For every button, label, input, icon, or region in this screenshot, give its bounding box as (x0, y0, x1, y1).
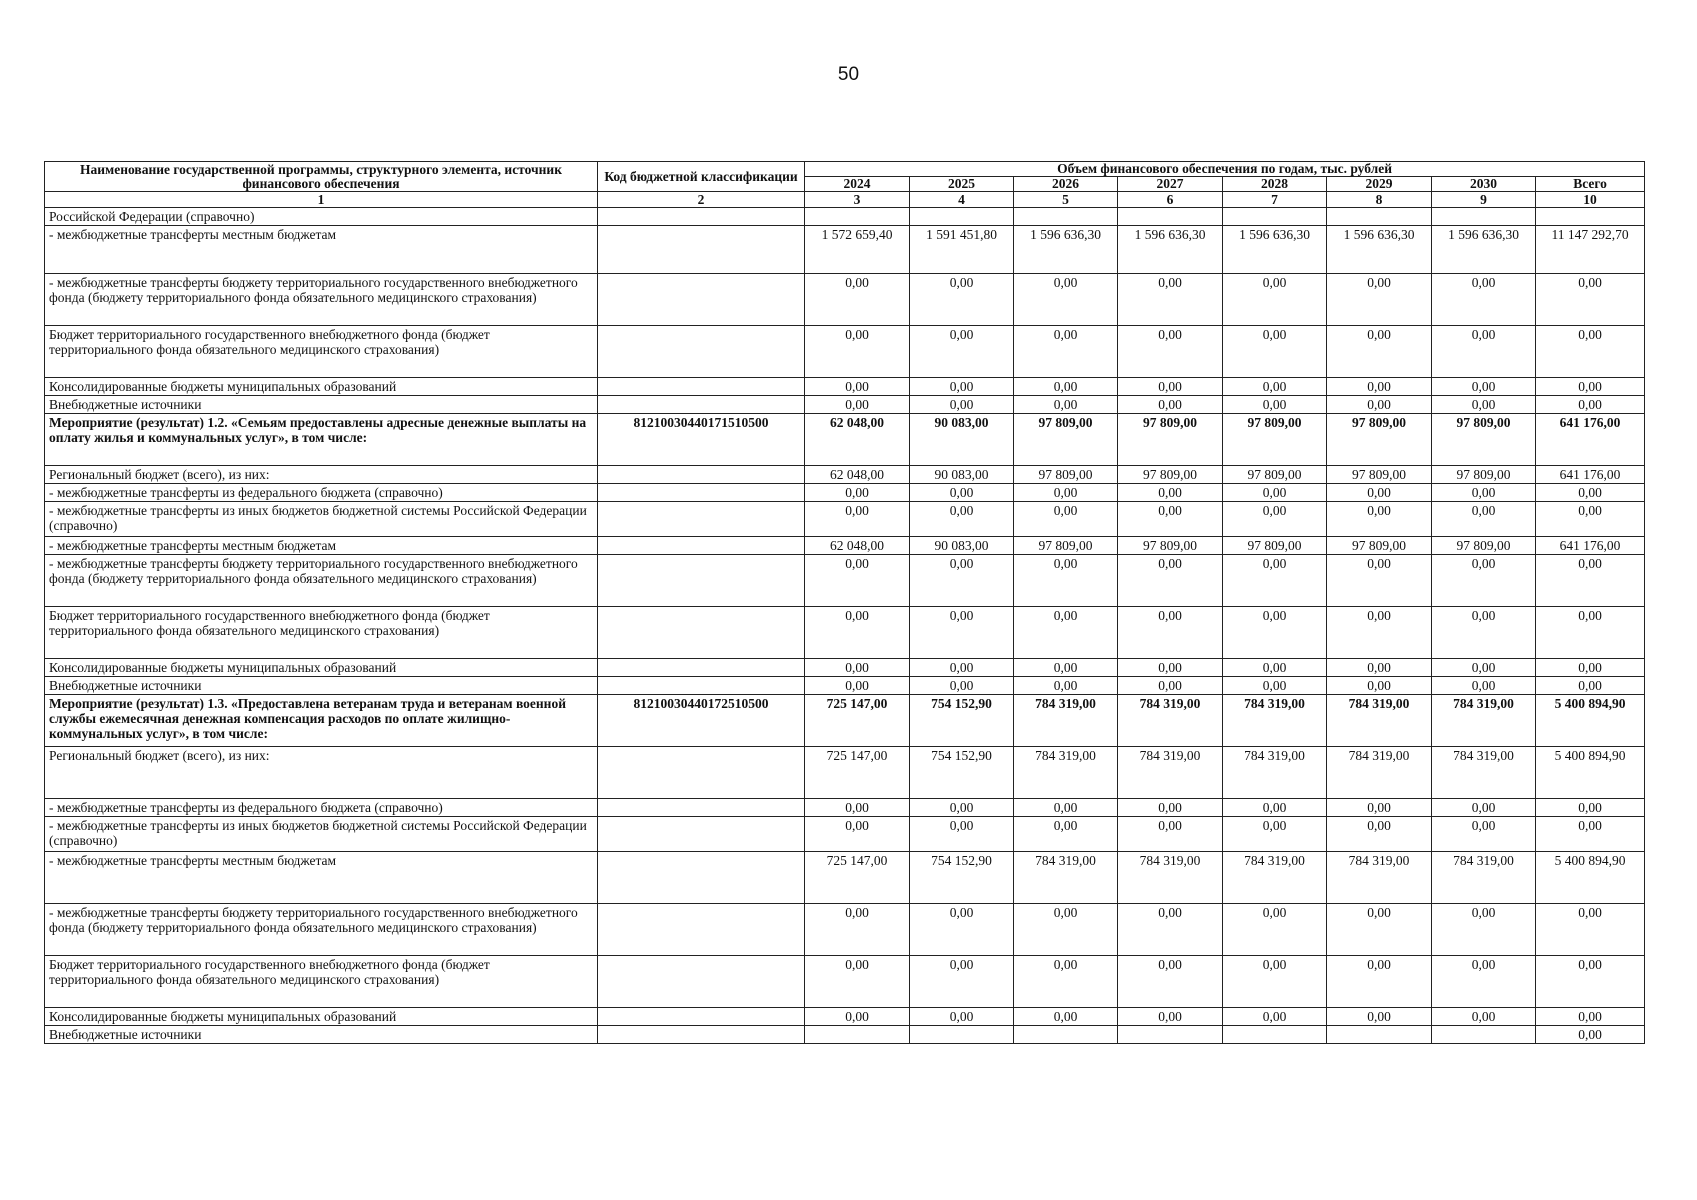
row-year-value: 0,00 (1432, 396, 1536, 414)
row-year-value: 0,00 (1118, 799, 1223, 817)
table-row (45, 326, 1645, 378)
row-year-value: 97 809,00 (1432, 537, 1536, 555)
row-year-value: 784 319,00 (1223, 695, 1327, 747)
row-total-value: 641 176,00 (1536, 466, 1645, 484)
row-name: Бюджет территориального государственного внебюджетного фонда (бюджет территориального фонда обязательного медицинского страхования) (45, 607, 598, 659)
row-year-value: 0,00 (1223, 274, 1327, 326)
row-year-value: 97 809,00 (1118, 537, 1223, 555)
row-year-value: 97 809,00 (1223, 466, 1327, 484)
row-year-value: 0,00 (1432, 326, 1536, 378)
row-year-value: 0,00 (1014, 1008, 1118, 1026)
row-budget-code (598, 466, 805, 484)
row-year-value: 0,00 (1432, 484, 1536, 502)
row-year-value: 0,00 (1223, 378, 1327, 396)
row-year-value: 0,00 (1327, 502, 1432, 537)
row-year-value: 0,00 (1223, 555, 1327, 607)
row-total-value: 0,00 (1536, 484, 1645, 502)
row-year-value: 0,00 (1118, 378, 1223, 396)
row-name: - межбюджетные трансферты бюджету территориального государственного внебюджетного фонда (бюджету территориального фонда обязательного медицинского страхования) (45, 555, 598, 607)
row-year-value: 0,00 (910, 904, 1014, 956)
row-year-value: 784 319,00 (1432, 747, 1536, 799)
row-budget-code (598, 799, 805, 817)
table-row (45, 956, 1645, 1008)
row-year-value: 0,00 (1118, 396, 1223, 414)
row-total-value: 641 176,00 (1536, 537, 1645, 555)
row-year-value: 0,00 (1327, 555, 1432, 607)
row-year-value: 0,00 (1014, 396, 1118, 414)
row-total-value: 0,00 (1536, 555, 1645, 607)
table-row (45, 226, 1645, 274)
row-year-value: 0,00 (1223, 677, 1327, 695)
row-total-value: 0,00 (1536, 956, 1645, 1008)
row-total-value: 0,00 (1536, 904, 1645, 956)
row-budget-code (598, 747, 805, 799)
column-number: 5 (1014, 192, 1118, 208)
row-year-value: 0,00 (1223, 396, 1327, 414)
column-number: 4 (910, 192, 1014, 208)
row-budget-code (598, 956, 805, 1008)
row-year-value: 0,00 (1432, 659, 1536, 677)
row-year-value: 0,00 (805, 956, 910, 1008)
row-year-value: 0,00 (1014, 904, 1118, 956)
row-year-value: 90 083,00 (910, 414, 1014, 466)
row-year-value: 0,00 (1223, 817, 1327, 852)
row-year-value: 0,00 (805, 904, 910, 956)
row-year-value: 90 083,00 (910, 466, 1014, 484)
row-year-value: 0,00 (910, 484, 1014, 502)
row-year-value (1432, 208, 1536, 226)
row-year-value: 0,00 (1118, 607, 1223, 659)
row-year-value: 1 596 636,30 (1223, 226, 1327, 274)
column-number: 2 (598, 192, 805, 208)
row-year-value: 0,00 (1327, 799, 1432, 817)
row-year-value: 0,00 (1432, 799, 1536, 817)
row-budget-code (598, 502, 805, 537)
row-year-value: 97 809,00 (1118, 466, 1223, 484)
row-year-value: 0,00 (1223, 502, 1327, 537)
row-budget-code (598, 1026, 805, 1044)
row-year-value (1327, 208, 1432, 226)
table-row (45, 555, 1645, 607)
row-year-value: 0,00 (1327, 396, 1432, 414)
row-year-value: 0,00 (805, 607, 910, 659)
row-year-value: 0,00 (1118, 326, 1223, 378)
row-year-value: 0,00 (1118, 659, 1223, 677)
header-name-col: Наименование государственной программы, структурного элемента, источник финансового обеспечения (45, 162, 598, 192)
row-year-value: 0,00 (1223, 484, 1327, 502)
row-year-value: 0,00 (1118, 956, 1223, 1008)
row-total-value: 0,00 (1536, 677, 1645, 695)
row-year-value: 0,00 (1014, 484, 1118, 502)
row-year-value (910, 1026, 1014, 1044)
row-year-value: 0,00 (1118, 555, 1223, 607)
row-year-value: 0,00 (1223, 799, 1327, 817)
row-name: - межбюджетные трансферты бюджету территориального государственного внебюджетного фонда (бюджету территориального фонда обязательного медицинского страхования) (45, 274, 598, 326)
row-budget-code (598, 1008, 805, 1026)
row-year-value: 784 319,00 (1118, 747, 1223, 799)
row-year-value: 0,00 (805, 677, 910, 695)
row-year-value: 0,00 (1014, 607, 1118, 659)
header-year: 2028 (1223, 177, 1327, 192)
row-year-value: 0,00 (1014, 274, 1118, 326)
row-year-value: 0,00 (1223, 956, 1327, 1008)
row-year-value: 97 809,00 (1432, 466, 1536, 484)
row-total-value: 0,00 (1536, 1008, 1645, 1026)
row-budget-code (598, 396, 805, 414)
row-year-value: 784 319,00 (1327, 695, 1432, 747)
row-year-value: 0,00 (805, 659, 910, 677)
row-year-value: 0,00 (1014, 378, 1118, 396)
row-year-value (1432, 1026, 1536, 1044)
row-year-value (805, 1026, 910, 1044)
row-year-value: 0,00 (1327, 904, 1432, 956)
header-year: 2029 (1327, 177, 1432, 192)
table-row (45, 817, 1645, 852)
row-year-value: 1 591 451,80 (910, 226, 1014, 274)
row-year-value: 784 319,00 (1118, 695, 1223, 747)
row-total-value: 0,00 (1536, 607, 1645, 659)
row-year-value: 0,00 (1118, 484, 1223, 502)
row-year-value: 0,00 (1014, 555, 1118, 607)
row-year-value: 754 152,90 (910, 695, 1014, 747)
row-year-value: 725 147,00 (805, 747, 910, 799)
row-name: - межбюджетные трансферты местным бюджетам (45, 226, 598, 274)
row-name: Бюджет территориального государственного внебюджетного фонда (бюджет территориального фонда обязательного медицинского страхования) (45, 326, 598, 378)
table-row (45, 537, 1645, 555)
row-year-value: 97 809,00 (1327, 466, 1432, 484)
row-total-value: 0,00 (1536, 396, 1645, 414)
row-name: Мероприятие (результат) 1.3. «Предоставлена ветеранам труда и ветеранам военной службы ежемесячная денежная компенсация расходов по оплате жилищно-коммунальных услуг», в том числе: (45, 695, 598, 747)
row-year-value: 0,00 (910, 677, 1014, 695)
row-total-value: 0,00 (1536, 502, 1645, 537)
table-row (45, 607, 1645, 659)
table-row (45, 502, 1645, 537)
row-year-value (1118, 208, 1223, 226)
row-year-value: 0,00 (1118, 817, 1223, 852)
header-row-1 (45, 162, 1645, 177)
row-year-value: 784 319,00 (1223, 852, 1327, 904)
row-name: - межбюджетные трансферты местным бюджетам (45, 537, 598, 555)
row-year-value: 784 319,00 (1432, 695, 1536, 747)
row-year-value: 1 596 636,30 (1327, 226, 1432, 274)
row-year-value: 0,00 (1432, 502, 1536, 537)
row-name: Российской Федерации (справочно) (45, 208, 598, 226)
header-year: 2030 (1432, 177, 1536, 192)
row-budget-code (598, 659, 805, 677)
row-year-value: 97 809,00 (1118, 414, 1223, 466)
row-name: Региональный бюджет (всего), из них: (45, 466, 598, 484)
row-year-value: 0,00 (805, 274, 910, 326)
header-year: 2024 (805, 177, 910, 192)
row-year-value: 0,00 (1014, 659, 1118, 677)
row-year-value: 0,00 (805, 1008, 910, 1026)
row-total-value: 0,00 (1536, 1026, 1645, 1044)
row-year-value: 0,00 (805, 817, 910, 852)
row-budget-code (598, 274, 805, 326)
row-budget-code (598, 852, 805, 904)
row-name: Внебюджетные источники (45, 1026, 598, 1044)
row-year-value: 0,00 (910, 659, 1014, 677)
table-row (45, 904, 1645, 956)
row-year-value: 0,00 (1327, 1008, 1432, 1026)
row-year-value: 0,00 (805, 502, 910, 537)
row-year-value: 0,00 (1014, 817, 1118, 852)
header-year: 2026 (1014, 177, 1118, 192)
row-year-value: 784 319,00 (1327, 852, 1432, 904)
row-budget-code (598, 607, 805, 659)
row-year-value (910, 208, 1014, 226)
row-name: Внебюджетные источники (45, 396, 598, 414)
row-name: Консолидированные бюджеты муниципальных образований (45, 1008, 598, 1026)
row-name: Бюджет территориального государственного внебюджетного фонда (бюджет территориального фонда обязательного медицинского страхования) (45, 956, 598, 1008)
row-year-value (1327, 1026, 1432, 1044)
row-year-value: 97 809,00 (1432, 414, 1536, 466)
table-row (45, 747, 1645, 799)
row-year-value: 725 147,00 (805, 852, 910, 904)
row-year-value: 97 809,00 (1014, 414, 1118, 466)
row-name: Консолидированные бюджеты муниципальных образований (45, 378, 598, 396)
row-year-value: 0,00 (910, 799, 1014, 817)
header-total: Всего (1536, 177, 1645, 192)
row-year-value: 0,00 (1223, 326, 1327, 378)
row-year-value: 0,00 (1118, 904, 1223, 956)
row-year-value: 0,00 (1327, 607, 1432, 659)
table-row (45, 852, 1645, 904)
row-year-value: 0,00 (1432, 817, 1536, 852)
row-year-value: 0,00 (805, 396, 910, 414)
row-year-value: 0,00 (1014, 326, 1118, 378)
row-year-value: 784 319,00 (1223, 747, 1327, 799)
header-year: 2027 (1118, 177, 1223, 192)
table-row (45, 799, 1645, 817)
table-row (45, 378, 1645, 396)
table-body (45, 208, 1645, 1044)
row-year-value: 0,00 (805, 555, 910, 607)
row-year-value: 97 809,00 (1327, 414, 1432, 466)
row-year-value: 0,00 (1118, 502, 1223, 537)
row-year-value: 0,00 (1432, 956, 1536, 1008)
row-year-value: 0,00 (910, 502, 1014, 537)
row-year-value: 0,00 (1432, 677, 1536, 695)
row-budget-code (598, 226, 805, 274)
row-year-value: 0,00 (1327, 956, 1432, 1008)
row-budget-code (598, 555, 805, 607)
row-year-value: 97 809,00 (1014, 466, 1118, 484)
row-year-value: 0,00 (1014, 677, 1118, 695)
row-year-value: 0,00 (805, 484, 910, 502)
row-year-value: 97 809,00 (1223, 537, 1327, 555)
row-year-value: 754 152,90 (910, 747, 1014, 799)
row-year-value: 0,00 (1432, 378, 1536, 396)
row-year-value: 784 319,00 (1327, 747, 1432, 799)
row-name: - межбюджетные трансферты местным бюджетам (45, 852, 598, 904)
row-year-value: 0,00 (1327, 677, 1432, 695)
header-volume-group: Объем финансового обеспечения по годам, тыс. рублей (805, 162, 1645, 177)
row-year-value: 0,00 (1327, 274, 1432, 326)
header-year: 2025 (910, 177, 1014, 192)
row-year-value: 1 596 636,30 (1014, 226, 1118, 274)
row-year-value (805, 208, 910, 226)
row-year-value: 1 572 659,40 (805, 226, 910, 274)
row-year-value: 0,00 (910, 555, 1014, 607)
page-number: 50 (837, 64, 860, 85)
table-row (45, 466, 1645, 484)
row-budget-code (598, 904, 805, 956)
row-name: Внебюджетные источники (45, 677, 598, 695)
row-total-value: 5 400 894,90 (1536, 747, 1645, 799)
row-year-value: 0,00 (1327, 659, 1432, 677)
row-name: - межбюджетные трансферты из федерального бюджета (справочно) (45, 799, 598, 817)
table-row (45, 414, 1645, 466)
row-year-value: 0,00 (1014, 799, 1118, 817)
row-budget-code (598, 326, 805, 378)
row-year-value: 0,00 (805, 326, 910, 378)
row-total-value: 0,00 (1536, 817, 1645, 852)
table-row (45, 274, 1645, 326)
row-total-value: 11 147 292,70 (1536, 226, 1645, 274)
row-year-value: 0,00 (1118, 677, 1223, 695)
row-year-value: 0,00 (805, 378, 910, 396)
row-year-value: 784 319,00 (1118, 852, 1223, 904)
row-year-value: 0,00 (1014, 502, 1118, 537)
table-row (45, 1008, 1645, 1026)
financing-table (44, 161, 1645, 1044)
row-year-value: 0,00 (1014, 956, 1118, 1008)
row-year-value: 0,00 (910, 607, 1014, 659)
row-total-value: 0,00 (1536, 659, 1645, 677)
row-year-value: 0,00 (1223, 607, 1327, 659)
row-budget-code (598, 817, 805, 852)
row-year-value: 0,00 (910, 956, 1014, 1008)
table-row (45, 484, 1645, 502)
row-year-value: 784 319,00 (1432, 852, 1536, 904)
row-name: - межбюджетные трансферты из иных бюджетов бюджетной системы Российской Федерации (справочно) (45, 502, 598, 537)
row-year-value: 0,00 (1118, 1008, 1223, 1026)
row-year-value: 0,00 (1223, 904, 1327, 956)
row-year-value: 62 048,00 (805, 537, 910, 555)
column-number: 9 (1432, 192, 1536, 208)
row-name: - межбюджетные трансферты бюджету территориального государственного внебюджетного фонда (бюджету территориального фонда обязательного медицинского страхования) (45, 904, 598, 956)
row-year-value: 62 048,00 (805, 466, 910, 484)
table-row (45, 659, 1645, 677)
row-year-value: 0,00 (1432, 274, 1536, 326)
table-row (45, 396, 1645, 414)
row-year-value: 62 048,00 (805, 414, 910, 466)
row-year-value: 1 596 636,30 (1118, 226, 1223, 274)
row-year-value: 0,00 (1327, 484, 1432, 502)
row-year-value: 784 319,00 (1014, 695, 1118, 747)
table-row (45, 1026, 1645, 1044)
row-name: Мероприятие (результат) 1.2. «Семьям предоставлены адресные денежные выплаты на оплату жилья и коммунальных услуг», в том числе: (45, 414, 598, 466)
row-name: Региональный бюджет (всего), из них: (45, 747, 598, 799)
row-year-value: 0,00 (1432, 904, 1536, 956)
row-year-value (1223, 208, 1327, 226)
row-year-value: 725 147,00 (805, 695, 910, 747)
table-row (45, 208, 1645, 226)
row-year-value: 0,00 (910, 274, 1014, 326)
row-budget-code: 81210030440171510500 (598, 414, 805, 466)
row-year-value: 784 319,00 (1014, 852, 1118, 904)
table-row (45, 695, 1645, 747)
row-budget-code (598, 208, 805, 226)
row-year-value: 0,00 (1223, 1008, 1327, 1026)
row-total-value: 0,00 (1536, 378, 1645, 396)
row-total-value (1536, 208, 1645, 226)
row-total-value: 5 400 894,90 (1536, 695, 1645, 747)
row-year-value: 90 083,00 (910, 537, 1014, 555)
column-number: 1 (45, 192, 598, 208)
row-year-value: 0,00 (910, 1008, 1014, 1026)
row-year-value (1223, 1026, 1327, 1044)
row-year-value: 0,00 (910, 817, 1014, 852)
header-code-col: Код бюджетной классификации (598, 162, 805, 192)
column-number: 6 (1118, 192, 1223, 208)
row-budget-code (598, 378, 805, 396)
column-number: 8 (1327, 192, 1432, 208)
row-budget-code (598, 537, 805, 555)
row-year-value: 0,00 (1223, 659, 1327, 677)
row-total-value: 0,00 (1536, 799, 1645, 817)
row-total-value: 0,00 (1536, 326, 1645, 378)
column-number-row (45, 192, 1645, 208)
row-budget-code (598, 677, 805, 695)
row-year-value: 0,00 (1327, 326, 1432, 378)
row-total-value: 5 400 894,90 (1536, 852, 1645, 904)
row-total-value: 0,00 (1536, 274, 1645, 326)
row-budget-code: 81210030440172510500 (598, 695, 805, 747)
row-year-value: 0,00 (910, 378, 1014, 396)
row-year-value: 784 319,00 (1014, 747, 1118, 799)
row-year-value: 0,00 (805, 799, 910, 817)
row-name: Консолидированные бюджеты муниципальных образований (45, 659, 598, 677)
row-year-value: 0,00 (1432, 607, 1536, 659)
column-number: 3 (805, 192, 910, 208)
row-year-value: 0,00 (1432, 1008, 1536, 1026)
row-budget-code (598, 484, 805, 502)
row-year-value: 0,00 (1327, 817, 1432, 852)
row-year-value: 0,00 (1327, 378, 1432, 396)
row-year-value (1014, 208, 1118, 226)
row-total-value: 641 176,00 (1536, 414, 1645, 466)
row-year-value: 1 596 636,30 (1432, 226, 1536, 274)
table-row (45, 677, 1645, 695)
row-year-value: 0,00 (910, 396, 1014, 414)
row-year-value: 97 809,00 (1014, 537, 1118, 555)
row-name: - межбюджетные трансферты из федерального бюджета (справочно) (45, 484, 598, 502)
row-name: - межбюджетные трансферты из иных бюджетов бюджетной системы Российской Федерации (справочно) (45, 817, 598, 852)
column-number: 10 (1536, 192, 1645, 208)
row-year-value: 0,00 (1432, 555, 1536, 607)
row-year-value (1118, 1026, 1223, 1044)
column-number: 7 (1223, 192, 1327, 208)
row-year-value: 97 809,00 (1327, 537, 1432, 555)
row-year-value: 97 809,00 (1223, 414, 1327, 466)
row-year-value: 0,00 (910, 326, 1014, 378)
row-year-value (1014, 1026, 1118, 1044)
row-year-value: 0,00 (1118, 274, 1223, 326)
row-year-value: 754 152,90 (910, 852, 1014, 904)
